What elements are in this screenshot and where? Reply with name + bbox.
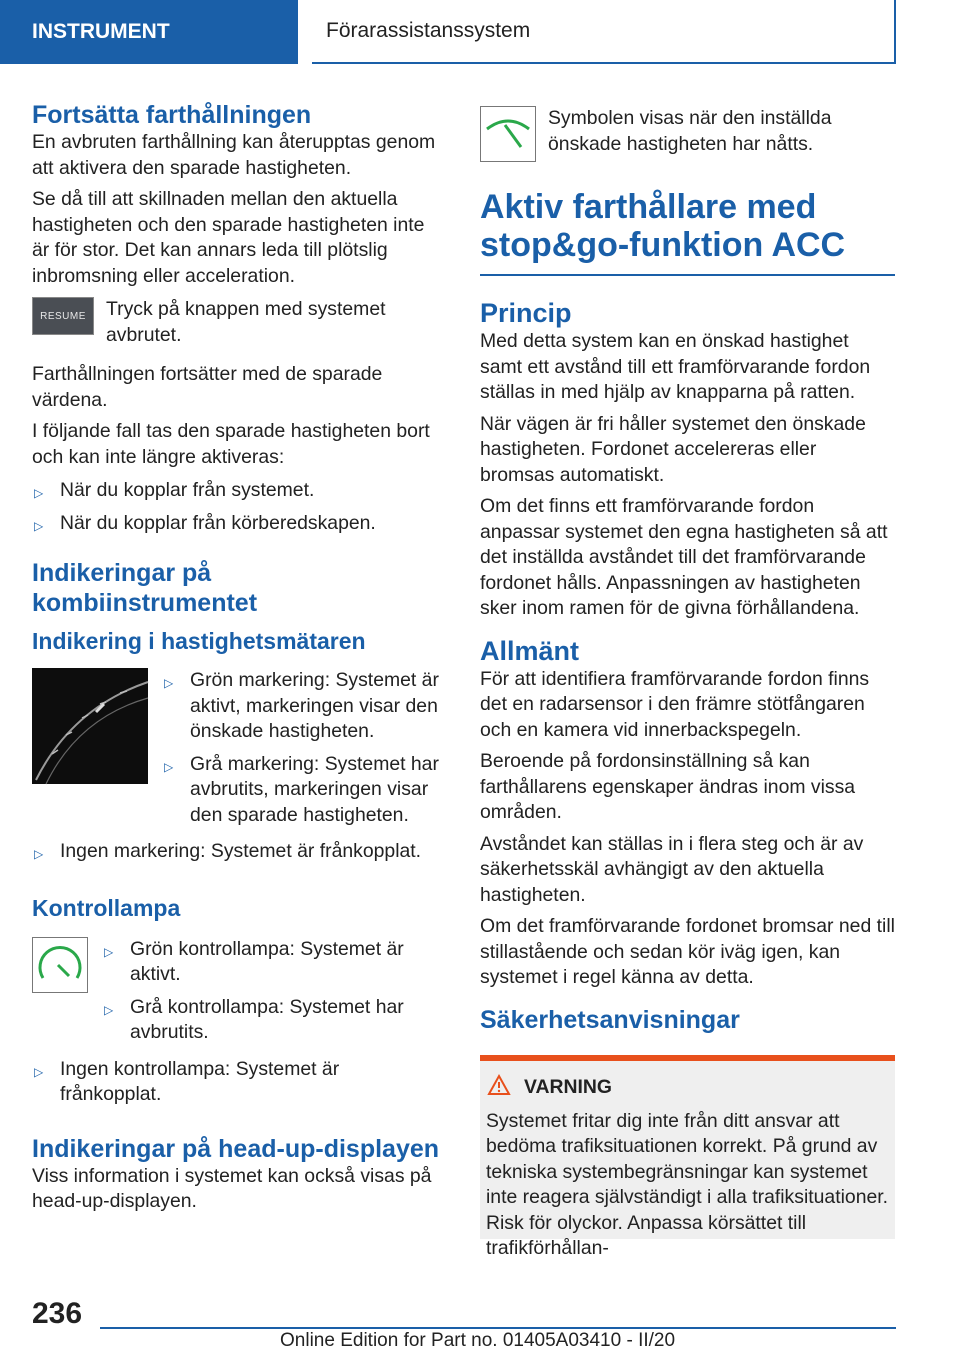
heading-acc: Aktiv farthållare med stop&go-funktion ACC xyxy=(480,188,895,276)
heading-principle: Princip xyxy=(480,298,572,328)
bullet-list xyxy=(32,1057,440,1108)
paragraph: Om det finns ett framförvarande fordon anpassar systemet den egna hastigheten så att det inställda avståndet till det framförvarande fordonet hålls. Anpassningen av hastigheten sker inom ramen för de givna förhållandena. xyxy=(480,495,888,619)
bullet-triangle-icon: ▷ xyxy=(34,486,44,500)
bullet-list xyxy=(32,839,440,865)
paragraph: Beroende på fordonsinställning så kan farthållarens egenskaper ändras inom vissa områden. xyxy=(480,750,856,823)
list-item: ▷ Grå kontrollampa: Systemet har avbrutits. xyxy=(104,995,404,1043)
section-title: Förarassistanssystem xyxy=(312,0,896,64)
resume-row xyxy=(32,297,440,348)
paragraph: Med detta system kan en önskad hastighet samt ett avstånd till ett framförvarande fordon ställas in med hjälp av knapparna på ratten. xyxy=(480,330,871,403)
warning-header xyxy=(486,1075,889,1101)
list-item: ▷ Grå markering: Systemet har avbrutits, markeringen visar den sparade hastigheten. xyxy=(164,752,439,826)
bullet-triangle-icon: ▷ xyxy=(164,759,174,774)
bullet-triangle-icon: ▷ xyxy=(34,847,44,861)
list-item: ▷ Grön kontrollampa: Systemet är aktivt. xyxy=(104,937,404,985)
bullet-list xyxy=(32,478,440,536)
lamp-bullets xyxy=(102,937,440,1053)
warning-title: VARNING xyxy=(524,1076,612,1098)
bullet-triangle-icon: ▷ xyxy=(34,1064,44,1079)
hud-acc-symbol-icon xyxy=(480,106,536,162)
footer-edition: Online Edition for Part no. 01405A03410 - II/20 xyxy=(280,1330,676,1351)
resume-button-image: RESUME xyxy=(32,297,94,335)
heading-speedometer: Indikering i hastighetsmätaren xyxy=(32,628,366,654)
warning-triangle-icon xyxy=(488,1075,510,1101)
left-column xyxy=(32,100,440,1221)
bullet-triangle-icon: ▷ xyxy=(34,518,44,533)
hud-symbol-row xyxy=(480,106,895,162)
resume-text: Tryck på knappen med systemet avbrutet. xyxy=(106,298,386,346)
gauge-row xyxy=(32,668,440,835)
paragraph: Avståndet kan ställas in i flera steg och är av säkerhetsskäl avhängigt av den aktuella hastigheten. xyxy=(480,832,864,906)
list-item: ▷ Ingen markering: Systemet är frånkopplat. xyxy=(32,839,440,865)
bullet-triangle-icon: ▷ xyxy=(164,676,174,690)
list-item: ▷ När du kopplar från systemet. xyxy=(32,478,440,504)
list-item: ▷ När du kopplar från körberedskapen. xyxy=(32,511,440,537)
paragraph: Om det framförvarande fordonet bromsar ned till stillastående och sedan kör iväg igen, kan systemet i regel känna av detta. xyxy=(480,915,895,988)
footer-divider xyxy=(100,1327,896,1329)
page-number: 236 xyxy=(32,1297,83,1330)
chapter-tab: INSTRUMENT xyxy=(0,0,298,64)
heading-general: Allmänt xyxy=(480,635,580,666)
warning-box xyxy=(480,1055,895,1259)
heading-indications: Indikeringar på kombiinstrumentet xyxy=(32,559,258,617)
list-item: ▷ Grön markering: Systemet är aktivt, markeringen visar den önskade hastigheten. xyxy=(164,669,439,742)
paragraph: I följande fall tas den sparade hastigheten bort och kan inte längre aktiveras: xyxy=(32,420,430,468)
paragraph: För att identifiera framförvarande fordon finns det en radarsensor i den främre stötfångaren och en kamera vid innerbackspegeln. xyxy=(480,667,870,741)
list-item: ▷ Ingen kontrollampa: Systemet är frånkopplat. xyxy=(34,1057,340,1105)
speedometer-image xyxy=(32,668,148,784)
heading-resume: Fortsätta farthållningen xyxy=(32,101,312,129)
heading-lamp: Kontrollampa xyxy=(32,894,181,921)
hud-symbol-text: Symbolen visas när den inställda önskade hastigheten har nåtts. xyxy=(548,107,832,155)
warning-text: Systemet fritar dig inte från ditt ansvar att bedöma trafiksituationen korrekt. På grund av tekniska systembegränsningar kan systemet inte reagera självständigt i alla trafiksituationer. Risk för olyckor. Anpassa körsättet till trafikförhållan- xyxy=(486,1109,889,1259)
paragraph: Viss information i systemet kan också visas på head-up-displayen. xyxy=(32,1164,432,1212)
paragraph: När vägen är fri håller systemet den önskade hastigheten. Fordonet accelereras eller bromsas automatiskt. xyxy=(480,412,866,486)
lamp-row xyxy=(32,937,440,1053)
bullet-triangle-icon: ▷ xyxy=(104,944,114,959)
bullet-triangle-icon: ▷ xyxy=(104,1002,114,1017)
paragraph: Se då till att skillnaden mellan den aktuella hastigheten och den sparade hastigheten inte är för stor. Det kan annars leda till plötslig inbromsning eller acceleration. xyxy=(32,188,425,287)
heading-hud: Indikeringar på head-up-displayen xyxy=(32,1134,440,1163)
right-column xyxy=(480,106,895,1259)
paragraph: Farthållningen fortsätter med de sparade värdena. xyxy=(32,363,383,411)
paragraph: En avbruten farthållning kan återupptas genom att aktivera den sparade hastigheten. xyxy=(32,131,436,179)
heading-safety: Säkerhetsanvisningar xyxy=(480,1005,740,1034)
gauge-bullets xyxy=(162,668,440,835)
acc-lamp-icon xyxy=(32,937,88,993)
